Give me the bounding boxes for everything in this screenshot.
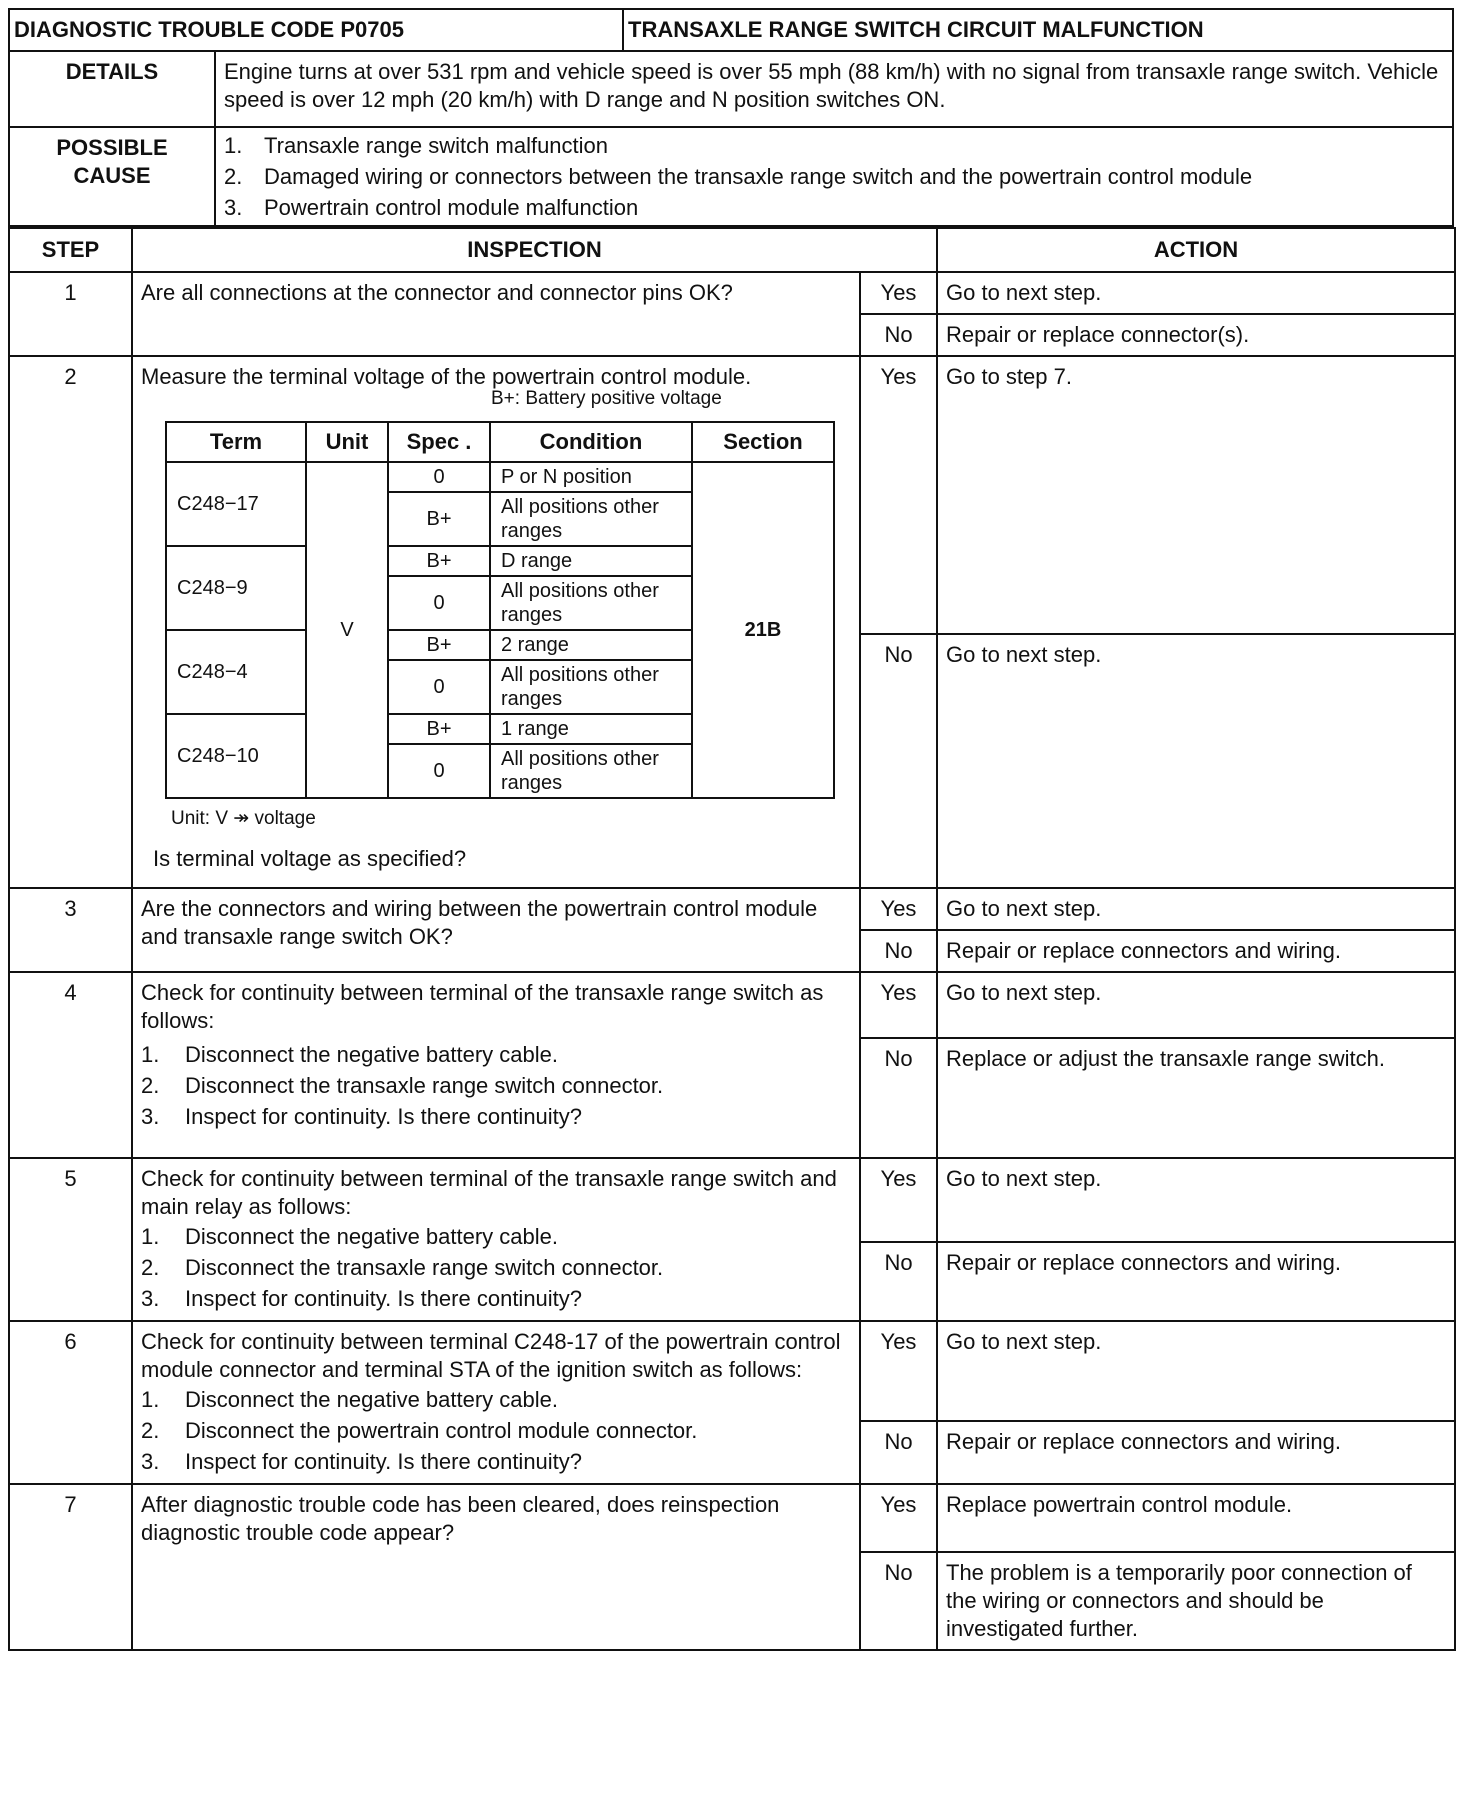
substep-text: Disconnect the negative battery cable. — [185, 1224, 559, 1249]
cause-list-wrap — [216, 128, 1452, 225]
substep-num: 3. — [141, 1449, 160, 1474]
substep-item — [141, 1384, 851, 1415]
yes-label: Yes — [860, 272, 937, 314]
spec-value: B+ — [388, 714, 490, 744]
spec-col-condition: Condition — [490, 422, 692, 462]
spec-term: C248−10 — [166, 714, 306, 798]
substep-text: Disconnect the transaxle range switch connector. — [185, 1073, 664, 1098]
no-action: Replace or adjust the transaxle range switch. — [937, 1038, 1455, 1158]
spec-col-unit: Unit — [306, 422, 388, 462]
substep-list — [141, 1221, 851, 1314]
substep-num: 2. — [141, 1073, 160, 1098]
inspection-cell — [132, 356, 860, 888]
substep-item — [141, 1221, 851, 1252]
possible-cause-label — [10, 128, 216, 225]
inspection-text: Are all connections at the connector and connector pins OK? — [132, 272, 860, 356]
inspection-text: After diagnostic trouble code has been cleared, does reinspection diagnostic trouble code appear? — [132, 1484, 860, 1650]
no-action: Repair or replace connectors and wiring. — [937, 1421, 1455, 1484]
spec-unit: V — [306, 462, 388, 798]
spec-condition: All positions other ranges — [490, 744, 692, 798]
yes-action: Go to next step. — [937, 888, 1455, 930]
inspection-text: Check for continuity between terminal C248-17 of the powertrain control module connector and terminal STA of the ignition switch as follows: — [141, 1329, 841, 1382]
step-number: 6 — [9, 1321, 132, 1484]
yes-action: Go to next step. — [937, 972, 1455, 1038]
spec-col-term: Term — [166, 422, 306, 462]
yes-label: Yes — [860, 1321, 937, 1421]
table-row — [9, 1484, 1455, 1552]
possible-cause-row — [8, 128, 1454, 227]
spec-value: 0 — [388, 744, 490, 798]
cause-item — [224, 192, 1444, 223]
substep-num: 3. — [141, 1286, 160, 1311]
no-action: The problem is a temporarily poor connection of the wiring or connectors and should be investigated further. — [937, 1552, 1455, 1650]
spec-value: B+ — [388, 546, 490, 576]
details-label: DETAILS — [10, 52, 216, 126]
spec-condition: All positions other ranges — [490, 492, 692, 546]
spec-value: B+ — [388, 492, 490, 546]
inspection-text: Are the connectors and wiring between the powertrain control module and transaxle range switch OK? — [132, 888, 860, 972]
step2-question: Is terminal voltage as specified? — [153, 846, 467, 871]
spec-section: 21B — [692, 462, 834, 798]
spec-table — [165, 421, 835, 799]
yes-label: Yes — [860, 972, 937, 1038]
no-action: Repair or replace connectors and wiring. — [937, 930, 1455, 972]
yes-label: Yes — [860, 1158, 937, 1242]
trouble-code-title: DIAGNOSTIC TROUBLE CODE P0705 — [10, 10, 624, 50]
substep-list — [141, 1039, 851, 1132]
step-number: 2 — [9, 356, 132, 888]
substep-list — [141, 1384, 851, 1477]
inspection-text: Check for continuity between terminal of the transaxle range switch and main relay as follows: — [141, 1166, 837, 1219]
substep-item — [141, 1283, 851, 1314]
substep-num: 2. — [141, 1255, 160, 1280]
dtc-sheet — [8, 8, 1454, 1651]
substep-item — [141, 1446, 851, 1477]
spec-value: 0 — [388, 462, 490, 492]
col-action: ACTION — [937, 228, 1455, 272]
substep-text: Disconnect the powertrain control module connector. — [185, 1418, 698, 1443]
cause-item — [224, 161, 1444, 192]
bplus-note: B+: Battery positive voltage — [491, 388, 722, 409]
step-number: 4 — [9, 972, 132, 1158]
substep-item — [141, 1252, 851, 1283]
yes-action: Go to next step. — [937, 272, 1455, 314]
inspection-cell — [132, 1321, 860, 1484]
cause-num: 2. — [224, 164, 243, 189]
table-row — [9, 356, 1455, 634]
spec-condition: All positions other ranges — [490, 660, 692, 714]
spec-col-spec: Spec . — [388, 422, 490, 462]
substep-text: Inspect for continuity. Is there continuity? — [185, 1449, 583, 1474]
no-label: No — [860, 314, 937, 356]
cause-text: Transaxle range switch malfunction — [264, 133, 609, 158]
substep-text: Inspect for continuity. Is there continuity? — [185, 1286, 583, 1311]
yes-label: Yes — [860, 888, 937, 930]
no-label: No — [860, 1242, 937, 1321]
spec-col-section: Section — [692, 422, 834, 462]
spec-condition: 1 range — [490, 714, 692, 744]
substep-num: 1. — [141, 1224, 160, 1249]
substep-item — [141, 1101, 851, 1132]
cause-num: 3. — [224, 195, 243, 220]
possible-cause-label-text: POSSIBLE CAUSE — [56, 135, 168, 188]
header-bar — [8, 8, 1454, 52]
substep-text: Disconnect the negative battery cable. — [185, 1387, 559, 1412]
spec-condition: P or N position — [490, 462, 692, 492]
no-action: Repair or replace connectors and wiring. — [937, 1242, 1455, 1321]
substep-item — [141, 1070, 851, 1101]
step-number: 5 — [9, 1158, 132, 1321]
spec-condition: 2 range — [490, 630, 692, 660]
cause-item — [224, 130, 1444, 161]
substep-num: 1. — [141, 1042, 160, 1067]
no-label: No — [860, 1038, 937, 1158]
substep-num: 2. — [141, 1418, 160, 1443]
no-action: Repair or replace connector(s). — [937, 314, 1455, 356]
yes-action: Go to next step. — [937, 1321, 1455, 1421]
table-row — [9, 1321, 1455, 1421]
cause-list — [224, 130, 1444, 223]
col-step: STEP — [9, 228, 132, 272]
yes-action: Go to step 7. — [937, 356, 1455, 634]
table-row — [9, 972, 1455, 1038]
table-row — [9, 1158, 1455, 1242]
substep-item — [141, 1415, 851, 1446]
malfunction-title: TRANSAXLE RANGE SWITCH CIRCUIT MALFUNCTION — [628, 17, 1204, 42]
substep-text: Disconnect the transaxle range switch connector. — [185, 1255, 664, 1280]
spec-term: C248−4 — [166, 630, 306, 714]
spec-value: 0 — [388, 576, 490, 630]
table-row — [9, 888, 1455, 930]
yes-label: Yes — [860, 1484, 937, 1552]
details-text: Engine turns at over 531 rpm and vehicle speed is over 55 mph (88 km/h) with no signal from transaxle range switch. Vehicle speed is over 12 mph (20 km/h) with D range and N position switches ON. — [224, 59, 1439, 112]
yes-action: Go to next step. — [937, 1158, 1455, 1242]
inspection-text: Check for continuity between terminal of the transaxle range switch as follows: — [141, 980, 824, 1033]
col-inspection: INSPECTION — [132, 228, 937, 272]
inspection-cell — [132, 1158, 860, 1321]
substep-num: 1. — [141, 1387, 160, 1412]
yes-label: Yes — [860, 356, 937, 634]
substep-text: Disconnect the negative battery cable. — [185, 1042, 559, 1067]
substep-num: 3. — [141, 1104, 160, 1129]
cause-text: Powertrain control module malfunction — [264, 195, 639, 220]
spec-term: C248−17 — [166, 462, 306, 546]
unit-note: Unit: V ↠ voltage — [171, 808, 316, 829]
details-row — [8, 52, 1454, 128]
spec-condition: All positions other ranges — [490, 576, 692, 630]
spec-term: C248−9 — [166, 546, 306, 630]
inspection-cell — [132, 972, 860, 1158]
spec-value: B+ — [388, 630, 490, 660]
spec-row — [166, 462, 834, 492]
spec-header-row — [166, 422, 834, 462]
table-header-row — [9, 228, 1455, 272]
table-row — [9, 272, 1455, 314]
cause-text: Damaged wiring or connectors between the transaxle range switch and the powertrain control module — [264, 164, 1253, 189]
cause-num: 1. — [224, 133, 243, 158]
no-label: No — [860, 1421, 937, 1484]
spec-value: 0 — [388, 660, 490, 714]
inspection-text: Measure the terminal voltage of the powertrain control module. — [141, 364, 752, 389]
step-number: 3 — [9, 888, 132, 972]
step-number: 7 — [9, 1484, 132, 1650]
spec-condition: D range — [490, 546, 692, 576]
substep-text: Inspect for continuity. Is there continuity? — [185, 1104, 583, 1129]
inspection-table — [8, 227, 1456, 1651]
substep-item — [141, 1039, 851, 1070]
no-label: No — [860, 1552, 937, 1650]
no-label: No — [860, 634, 937, 888]
no-action: Go to next step. — [937, 634, 1455, 888]
yes-action: Replace powertrain control module. — [937, 1484, 1455, 1552]
step-number: 1 — [9, 272, 132, 356]
no-label: No — [860, 930, 937, 972]
